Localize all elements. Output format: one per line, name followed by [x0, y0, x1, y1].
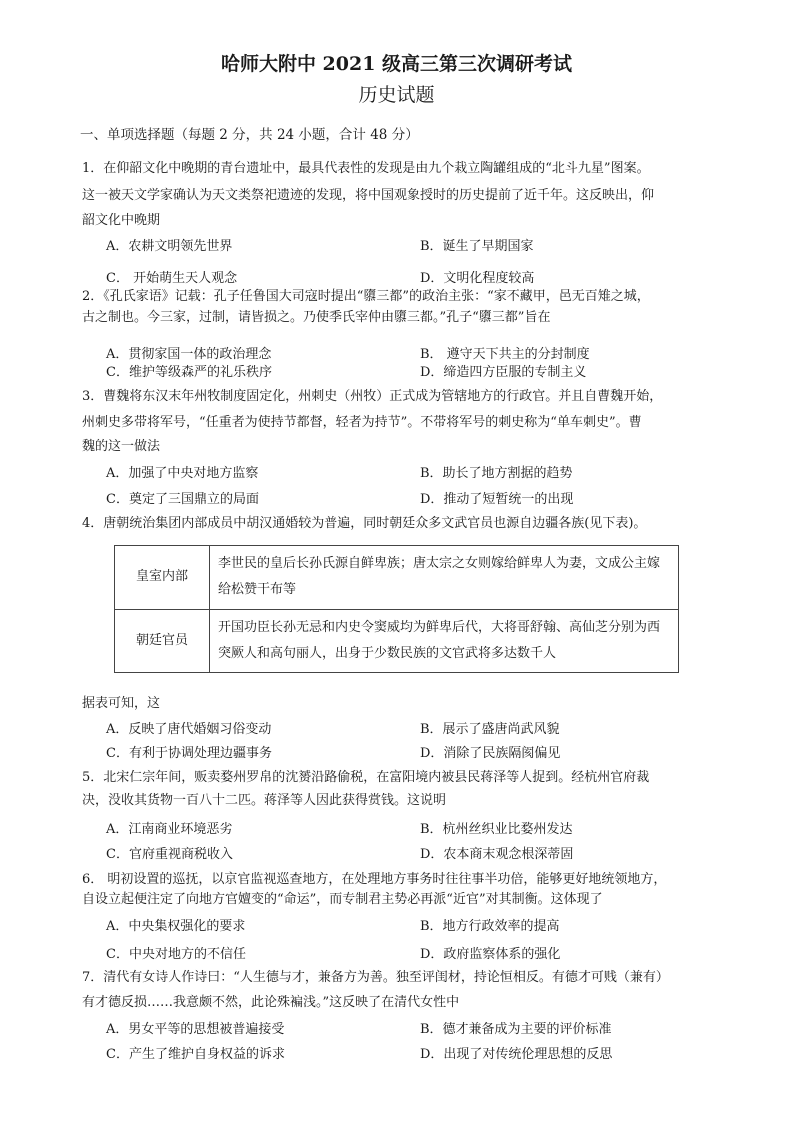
- answer-option-a: A．江南商业环境恶劣: [106, 822, 233, 837]
- table-row-header: 朝廷官员: [115, 609, 210, 673]
- question-text: 魏的这一做法: [82, 439, 161, 454]
- question-text: 5．北宋仁宗年间，贩卖婺州罗帛的沈赟沿路偷税，在富阳境内被县民蒋泽等人捉到。经杭州官府裁: [82, 770, 650, 785]
- section-heading: 一、单项选择题（每题 2 分，共 24 小题，合计 48 分）: [80, 127, 419, 143]
- answer-option-c: C．奠定了三国鼎立的局面: [106, 492, 259, 507]
- answer-option-a: A．男女平等的思想被普遍接受: [106, 1022, 285, 1037]
- question-text: 6． 明初设置的巡抚，以京官监视巡查地方，在处理地方事务时往往事半功倍，能够更好地统领地方，: [82, 872, 667, 887]
- answer-option-c: C．产生了维护自身权益的诉求: [106, 1047, 285, 1062]
- question-text: 3．曹魏将东汉末年州牧制度固定化，州刺史（州牧）正式成为管辖地方的行政官。并且自曹魏开始，: [82, 389, 663, 404]
- answer-option-d: D．农本商末观念根深蒂固: [420, 847, 574, 862]
- question-text: 据表可知，这: [82, 696, 161, 711]
- question-text: 7．清代有女诗人作诗曰：“人生德与才，兼备方为善。独至评闺材，持论恒相反。有德才可贱（兼有）: [82, 970, 669, 985]
- answer-option-b: B． 遵守天下共主的分封制度: [420, 347, 590, 362]
- table-cell: 李世民的皇后长孙氏源自鲜卑族；唐太宗之女则嫁给鲜卑人为妻，文成公主嫁给松赞干布等: [210, 546, 679, 610]
- question-text: 古之制也。今三家，过制，请皆损之。乃使季氏宰仲由隳三都。”孔子“隳三都”旨在: [82, 310, 551, 325]
- answer-option-b: B．德才兼备成为主要的评价标准: [420, 1022, 612, 1037]
- answer-option-d: D．消除了民族隔阂偏见: [420, 746, 561, 761]
- answer-option-d: D．文明化程度较高: [420, 271, 535, 286]
- question-text: 4．唐朝统治集团内部成员中胡汉通婚较为普遍，同时朝廷众多文武官员也源自边疆各族(见下表)。: [82, 516, 647, 531]
- question-text: 这一被天文学家确认为天文类祭祀遗迹的发现，将中国观象授时的历史提前了近千年。这反映出，仰: [82, 188, 655, 203]
- answer-option-d: D．出现了对传统伦理思想的反思: [420, 1047, 613, 1062]
- answer-option-b: B．杭州丝织业比婺州发达: [420, 822, 573, 837]
- answer-option-d: D．缔造四方臣服的专制主义: [420, 365, 587, 380]
- answer-option-d: D．政府监察体系的强化: [420, 947, 561, 962]
- question-text: 有才德反损……我意颇不然，此论殊褊浅。”这反映了在清代女性中: [82, 995, 460, 1010]
- question-text: 决，没收其货物一百八十二匹。蒋泽等人因此获得赏钱。这说明: [82, 793, 447, 808]
- answer-option-b: B．诞生了早期国家: [420, 239, 534, 254]
- answer-option-b: B．助长了地方割据的趋势: [420, 466, 573, 481]
- question-text: 州刺史多带将军号，“任重者为使持节都督，轻者为持节”。不带将军号的刺史称为“单车刺史”。曹: [82, 415, 642, 430]
- table-row: [115, 609, 679, 673]
- info-table: [114, 545, 679, 673]
- answer-option-c: C．维护等级森严的礼乐秩序: [106, 365, 272, 380]
- answer-option-c: C．官府重视商税收入: [106, 847, 233, 862]
- question-text: 2．《孔氏家语》记载：孔子任鲁国大司寇时提出“隳三都”的政治主张：“家不藏甲，邑无百雉之城，: [82, 289, 650, 304]
- answer-option-d: D．推动了短暂统一的出现: [420, 492, 574, 507]
- answer-option-a: A．贯彻家国一体的政治理念: [106, 347, 272, 362]
- exam-subtitle: 历史试题: [358, 84, 435, 106]
- exam-title: 哈师大附中 2021 级高三第三次调研考试: [220, 53, 573, 75]
- table-cell: 开国功臣长孙无忌和内史令窦威均为鲜卑后代，大将哥舒翰、高仙芝分别为西突厥人和高句丽人，出身于少数民族的文官武将多达数千人: [210, 609, 679, 673]
- answer-option-a: A．中央集权强化的要求: [106, 919, 246, 934]
- answer-option-b: B．展示了盛唐尚武风貌: [420, 722, 560, 737]
- answer-option-a: A．加强了中央对地方监察: [106, 466, 259, 481]
- question-text: 韶文化中晚期: [82, 213, 161, 228]
- answer-option-c: C．有利于协调处理边疆事务: [106, 746, 272, 761]
- question-text: 1．在仰韶文化中晚期的青台遗址中，最具代表性的发现是由九个栽立陶罐组成的“北斗九星”图案。: [82, 161, 650, 176]
- table-row: [115, 546, 679, 610]
- answer-option-a: A．农耕文明领先世界: [106, 239, 233, 254]
- table-row-header: 皇室内部: [115, 546, 210, 610]
- question-text: 自设立起便注定了向地方官嬗变的“命运”，而专制君主势必再派“近官”对其制衡。这体现了: [82, 892, 603, 907]
- answer-option-b: B．地方行政效率的提高: [420, 919, 560, 934]
- answer-option-c: C． 开始萌生天人观念: [106, 271, 238, 286]
- answer-option-a: A．反映了唐代婚姻习俗变动: [106, 722, 272, 737]
- answer-option-c: C．中央对地方的不信任: [106, 947, 246, 962]
